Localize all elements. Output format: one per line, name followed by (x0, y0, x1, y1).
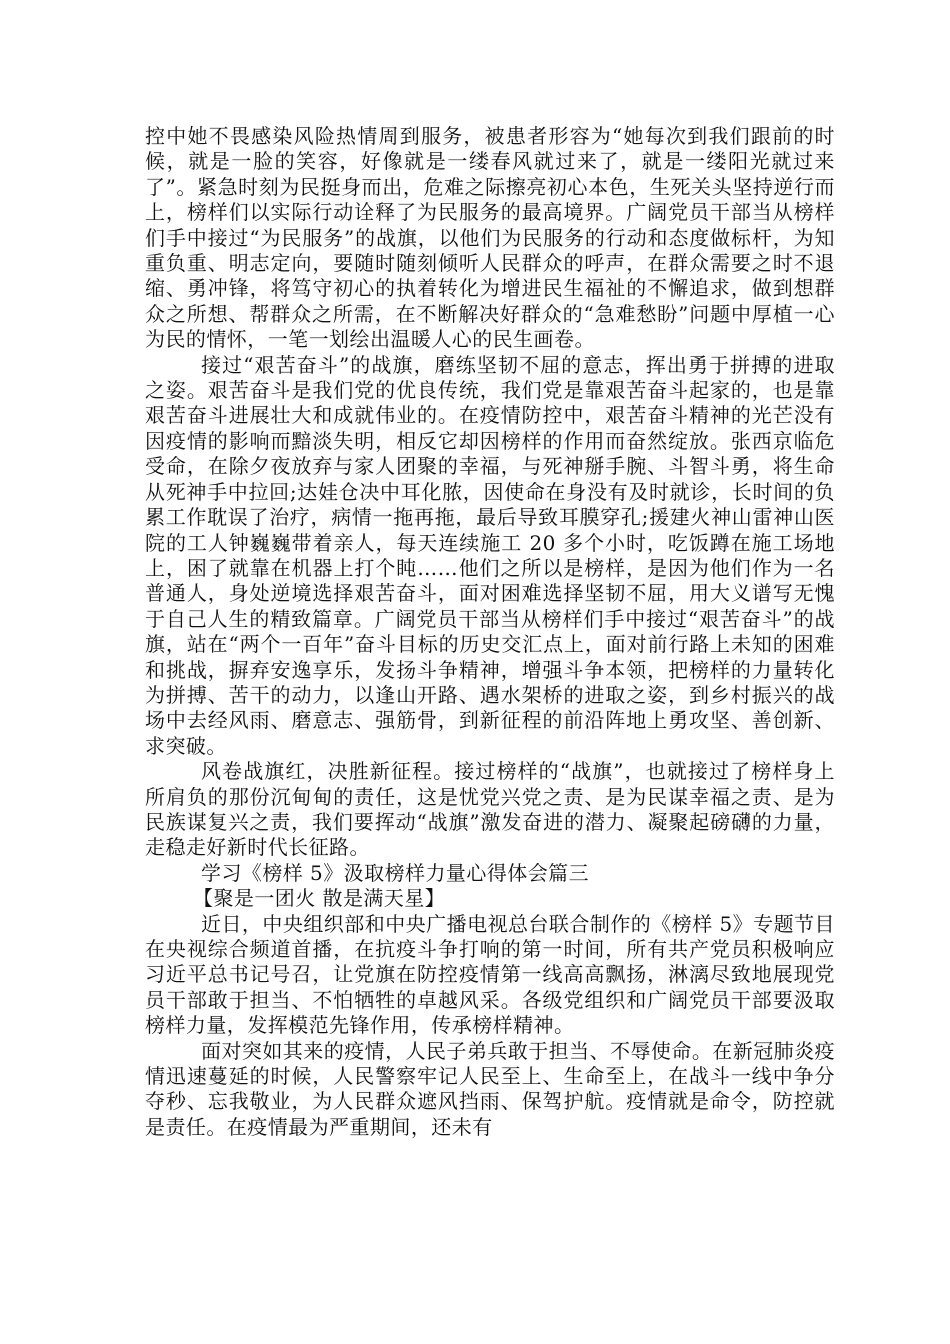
paragraph-hardship: 接过“艰苦奋斗”的战旗，磨练坚韧不屈的意志，挥出勇于拼搏的进取之姿。艰苦奋斗是我们党的优良传统，我们党是靠艰苦奋斗起家的，也是靠艰苦奋斗进展壮大和成就伟业的。在疫情防控中，艰苦奋斗精神的光芒没有因疫情的影响而黯淡失明，相反它却因榜样的作用而奋然绽放。张西京临危受命，在除夕夜放弃与家人团聚的幸福，与死神掰手腕、斗智斗勇，将生命从死神手中拉回;达娃仓决中耳化脓，因使命在身没有及时就诊，长时间的负累工作耽误了治疗，病情一拖再拖，最后导致耳膜穿孔;援建火神山雷神山医院的工人钟巍巍带着亲人，每天连续施工 20 多个小时，吃饭蹲在施工场地上，困了就靠在机器上打个盹……他们之所以是榜样，是因为他们作为一名普通人，身处逆境选择艰苦奋斗，面对困难选择坚韧不屈，用大义谱写无愧于自己人生的精致篇章。广阔党员干部当从榜样们手中接过“艰苦奋斗”的战旗，站在“两个一百年”奋斗目标的历史交汇点上，面对前行路上未知的困难和挑战，摒弃安逸享乐，发扬斗争精神，增强斗争本领，把榜样的力量转化为拼搏、苦干的动力，以逢山开路、遇水架桥的进取之姿，到乡村振兴的战场中去经风雨、磨意志、强筋骨，到新征程的前沿阵地上勇攻坚、善创新、求突破。 (145, 352, 835, 758)
section-subtitle: 【聚是一团火 散是满天星】 (193, 886, 446, 911)
section-title: 学习《榜样 5》汲取榜样力量心得体会篇三 (201, 860, 590, 885)
paragraph-epidemic: 面对突如其来的疫情，人民子弟兵敢于担当、不辱使命。在新冠肺炎疫情迅速蔓延的时候，人民警察牢记人民至上、生命至上，在战斗一线中争分夺秒、忘我敬业，为人民群众遮风挡雨、保驾护航。疫情就是命令，防控就是责任。在疫情最为严重期间，还未有 (145, 1038, 835, 1139)
paragraph-continuation: 控中她不畏感染风险热情周到服务，被患者形容为“她每次到我们跟前的时候，就是一脸的笑容，好像就是一缕春风就过来了，就是一缕阳光就过来了”。紧急时刻为民挺身而出，危难之际擦亮初心本色，生死关头坚持逆行而上，榜样们以实际行动诠释了为民服务的最高境界。广阔党员干部当从榜样们手中接过“为民服务”的战旗，以他们为民服务的行动和态度做标杆，为知重负重、明志定向，要随时随刻倾听人民群众的呼声，在群众需要之时不退缩、勇冲锋，将笃守初心的执着转化为增进民生福祉的不懈追求，做到想群众之所想、帮群众之所需，在不断解决好群众的“急难愁盼”问题中厚植一心为民的情怀，一笔一划绘出温暖人心的民生画卷。 (145, 124, 835, 352)
paragraph-battle-flag: 风卷战旗红，决胜新征程。接过榜样的“战旗”，也就接过了榜样身上所肩负的那份沉甸甸的责任，这是忧党兴党之责、是为民谋幸福之责、是为民族谋复兴之责，我们要挥动“战旗”激发奋进的潜力、凝聚起磅礴的力量，走稳走好新时代长征路。 (145, 759, 835, 860)
document-body (145, 124, 835, 1140)
paragraph-intro: 近日，中央组织部和中央广播电视总台联合制作的《榜样 5》专题节目在央视综合频道首播，在抗疫斗争打响的第一时间，所有共产党员积极响应习近平总书记号召，让党旗在防控疫情第一线高高飘扬，淋漓尽致地展现党员干部敢于担当、不怕牺牲的卓越风采。各级党组织和广阔党员干部要汲取榜样力量，发挥模范先锋作用，传承榜样精神。 (145, 911, 835, 1038)
